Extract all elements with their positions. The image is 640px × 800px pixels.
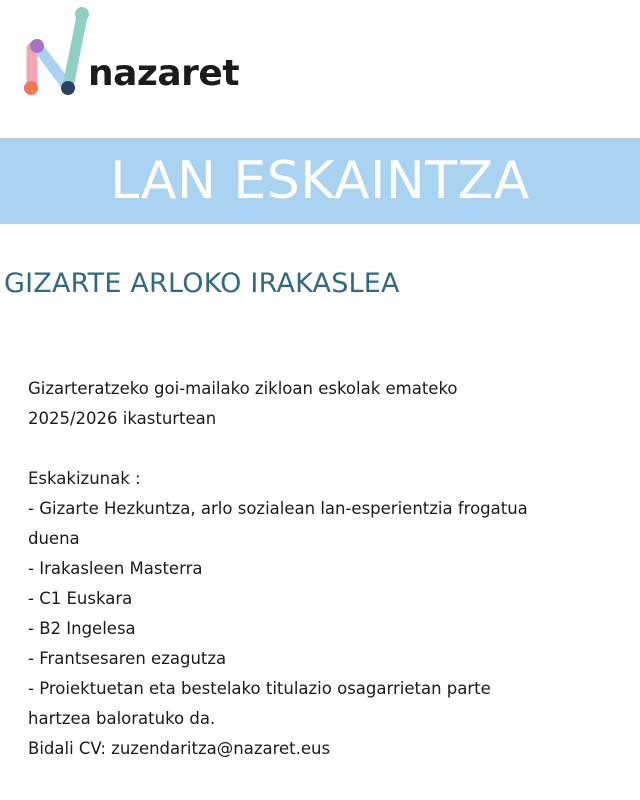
contact-email: Bidali CV: zuzendaritza@nazaret.eus	[28, 739, 331, 758]
requirement-item: - Gizarte Hezkuntza, arlo sozialean lan-esperientzia frogatua	[28, 499, 528, 518]
requirement-item: hartzea baloratuko da.	[28, 709, 216, 728]
description-line: 2025/2026 ikasturtean	[28, 409, 217, 428]
description-line: Gizarteratzeko goi-mailako zikloan eskolak emateko	[28, 379, 458, 398]
requirement-item: - B2 Ingelesa	[28, 619, 136, 638]
spacer	[28, 434, 618, 464]
offer-banner	[0, 138, 640, 224]
requirement-item: duena	[28, 529, 80, 548]
nazaret-logo	[20, 4, 260, 100]
job-description	[28, 374, 618, 764]
requirement-item: - Proiektuetan eta bestelako titulazio osagarrietan parte	[28, 679, 491, 698]
requirement-item: - C1 Euskara	[28, 589, 133, 608]
job-title: GIZARTE ARLOKO IRAKASLEA	[4, 268, 400, 299]
requirement-item: - Frantsesaren ezagutza	[28, 649, 227, 668]
requirements-heading: Eskakizunak :	[28, 469, 141, 488]
banner-title: LAN ESKAINTZA	[110, 151, 530, 211]
requirement-item: - Irakasleen Masterra	[28, 559, 203, 578]
logo-wordmark: nazaret	[88, 53, 240, 94]
